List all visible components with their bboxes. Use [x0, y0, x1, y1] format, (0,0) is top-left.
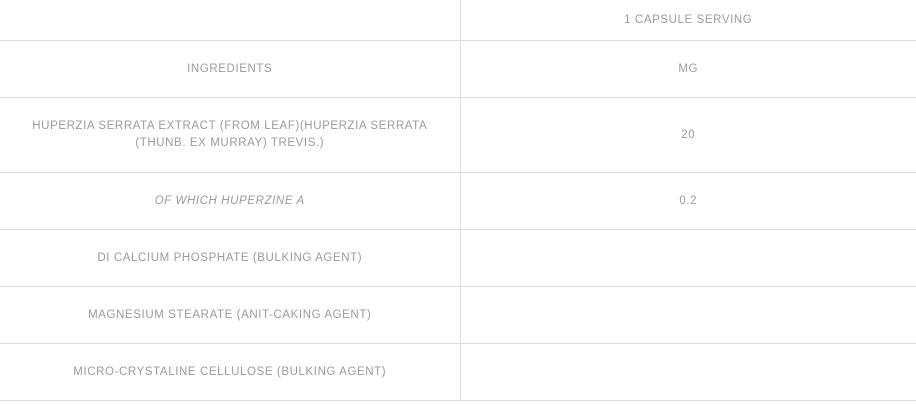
table-header-serving-row [0, 0, 916, 41]
ingredient-name: HUPERZIA SERRATA EXTRACT (FROM LEAF)(HUPERZIA SERRATA (THUNB. EX MURRAY) TREVIS.) [0, 98, 460, 173]
ingredient-name: MAGNESIUM STEARATE (ANIT-CAKING AGENT) [0, 287, 460, 344]
ingredient-amount: 20 [460, 98, 916, 173]
column-header-ingredients: INGREDIENTS [0, 41, 460, 98]
ingredient-amount [460, 287, 916, 344]
ingredient-amount [460, 230, 916, 287]
ingredient-name: OF WHICH HUPERZINE A [0, 173, 460, 230]
table-column-header-row [0, 41, 916, 98]
ingredient-name: DI CALCIUM PHOSPHATE (BULKING AGENT) [0, 230, 460, 287]
ingredient-amount [460, 344, 916, 401]
table-row [0, 98, 916, 173]
ingredient-amount: 0.2 [460, 173, 916, 230]
ingredient-name: MICRO-CRYSTALINE CELLULOSE (BULKING AGENT) [0, 344, 460, 401]
serving-size-header: 1 CAPSULE SERVING [460, 0, 916, 41]
table-row [0, 173, 916, 230]
table-row [0, 287, 916, 344]
table-row [0, 344, 916, 401]
column-header-mg: MG [460, 41, 916, 98]
table-row [0, 230, 916, 287]
header-spacer-cell [0, 0, 460, 41]
